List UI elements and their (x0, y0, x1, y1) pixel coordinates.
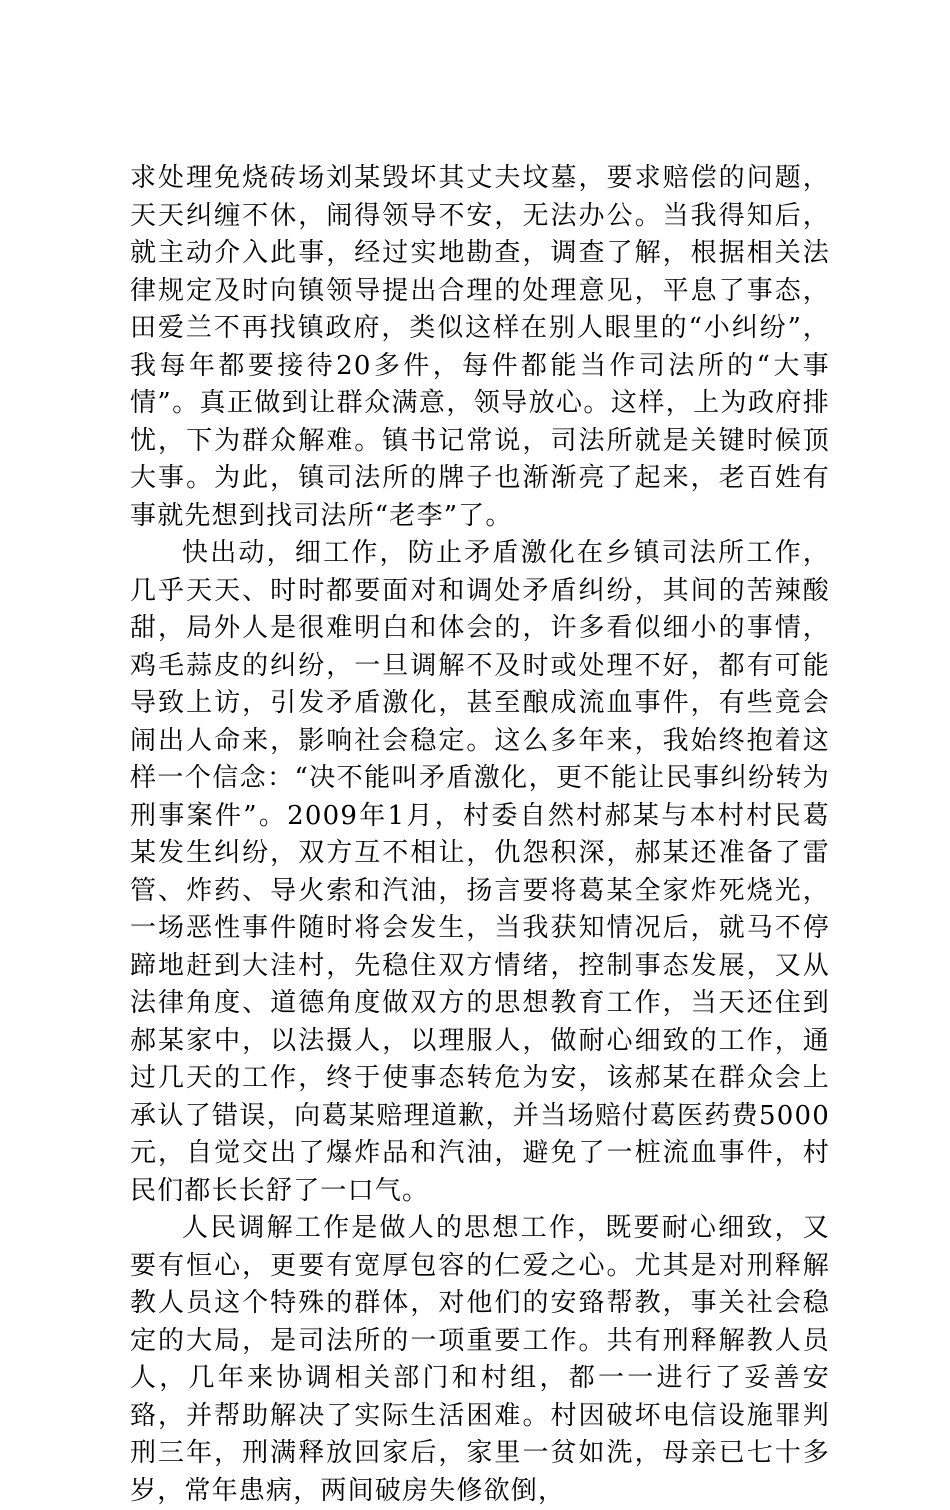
paragraph-2: 快出动，细工作，防止矛盾激化在乡镇司法所工作，几乎天天、时时都要面对和调处矛盾纠纷，其间的苦辣酸甜，局外人是很难明白和体会的，许多看似细小的事情，鸡毛蒜皮的纠纷，一旦调解不及时或处理不好，都有可能导致上访，引发矛盾激化，甚至酿成流血事件，有些竟会闹出人命来，影响社会稳定。这么多年来，我始终抱着这样一个信念：“决不能叫矛盾激化，更不能让民事纠纷转为刑事案件”。2009年1月，村委自然村郝某与本村村民葛某发生纠纷，双方互不相让，仇怨积深，郝某还准备了雷管、炸药、导火索和汽油，扬言要将葛某全家炸死烧光，一场恶性事件随时将会发生，当我获知情况后，就马不停蹄地赶到大洼村，先稳住双方情绪，控制事态发展，又从法律角度、道德角度做双方的思想教育工作，当天还住到郝某家中，以法摄人，以理服人，做耐心细致的工作，通过几天的工作，终于使事态转危为安，该郝某在群众会上承认了错误，向葛某赔理道歉，并当场赔付葛医药费5000元，自觉交出了爆炸品和汽油，避免了一桩流血事件，村民们都长长舒了一口气。 (130, 538, 830, 1206)
paragraph-1: 求处理免烧砖场刘某毁坏其丈夫坟墓，要求赔偿的问题，天天纠缠不休，闹得领导不安，无法办公。当我得知后，就主动介入此事，经过实地勘查，调查了解，根据相关法律规定及时向镇领导提出合理的处理意见，平息了事态，田爱兰不再找镇政府，类似这样在别人眼里的“小纠纷”，我每年都要接待20多件，每件都能当作司法所的“大事情”。真正做到让群众满意，领导放心。这样，上为政府排忧，下为群众解难。镇书记常说，司法所就是关键时候顶大事。为此，镇司法所的牌子也渐渐亮了起来，老百姓有事就先想到找司法所“老李”了。 (130, 163, 830, 531)
paragraph-3: 人民调解工作是做人的思想工作，既要耐心细致，又要有恒心，更要有宽厚包容的仁爱之心。尤其是对刑释解教人员这个特殊的群体，对他们的安臵帮教，事关社会稳定的大局，是司法所的一项重要工作。共有刑释解教人员人，几年来协调相关部门和村组，都一一进行了妥善安臵，并帮助解决了实际生活困难。村因破坏电信设施罪判刑三年，刑满释放回家后，家里一贫如洗，母亲已七十多岁，常年患病，两间破房失修欲倒， (130, 1213, 830, 1506)
document-body (130, 160, 830, 1510)
